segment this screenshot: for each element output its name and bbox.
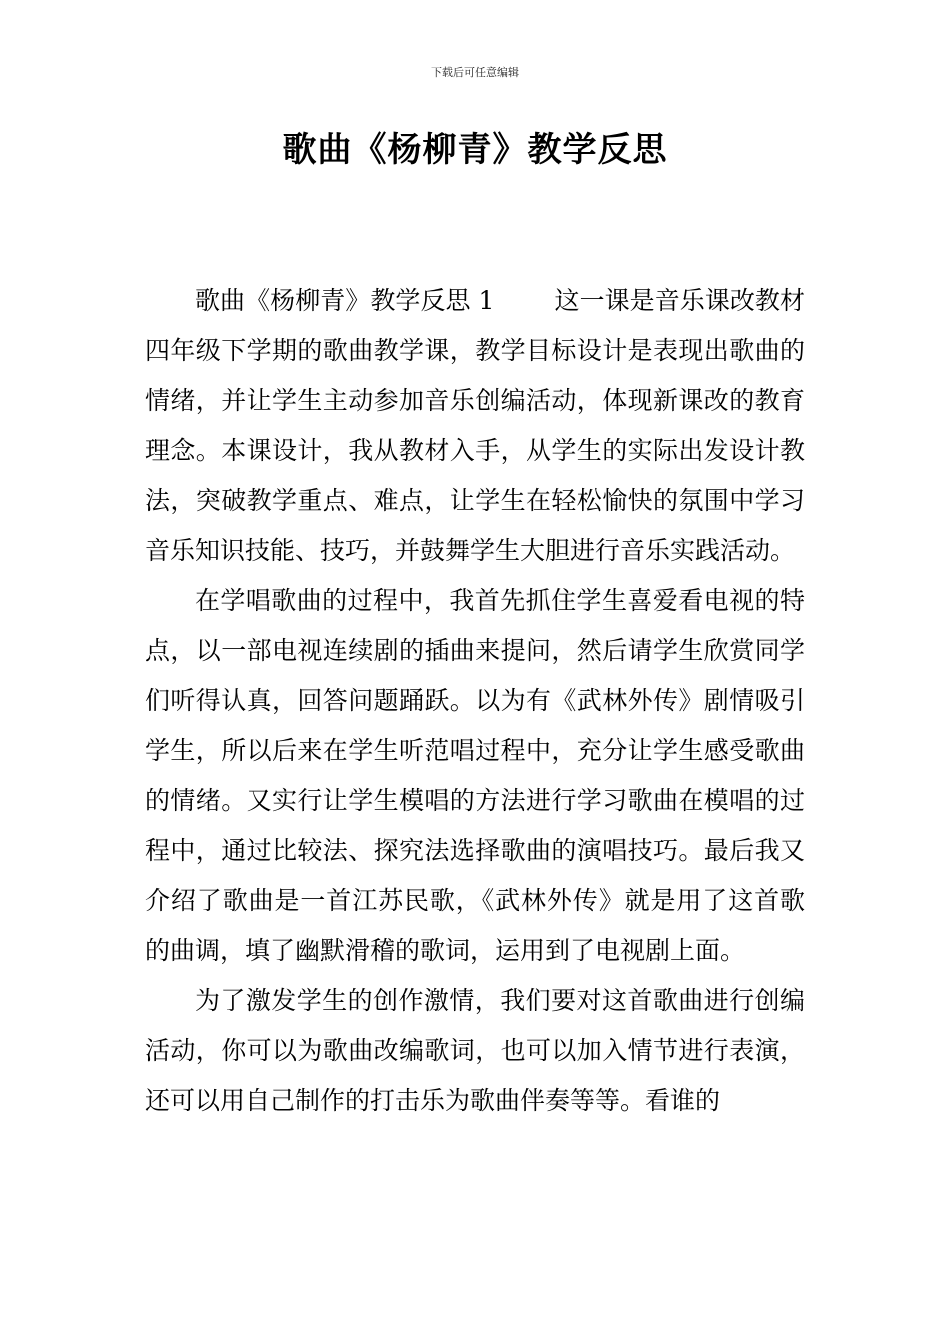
paragraph-3: 为了激发学生的创作激情，我们要对这首歌曲进行创编活动，你可以为歌曲改编歌词，也可以加入情节进行表演，还可以用自己制作的打击乐为歌曲伴奏等等。看谁的 — [145, 986, 805, 1115]
paragraph-1 — [145, 276, 805, 576]
document-body — [145, 276, 805, 1126]
header-note: 下载后可任意编辑 — [431, 66, 519, 79]
paragraph-1-heading: 歌曲《杨柳青》教学反思 1 — [195, 286, 495, 315]
paragraph-1-text: 这一课是音乐课改教材四年级下学期的歌曲教学课，教学目标设计是表现出歌曲的情绪，并让学生主动参加音乐创编活动，体现新课改的教育理念。本课设计，我从教材入手，从学生的实际出发设计教法，突破教学重点、难点，让学生在轻松愉快的氛围中学习音乐知识技能、技巧，并鼓舞学生大胆进行音乐实践活动。 — [145, 286, 805, 565]
paragraph-2: 在学唱歌曲的过程中，我首先抓住学生喜爱看电视的特点，以一部电视连续剧的插曲来提问，然后请学生欣赏同学们听得认真，回答问题踊跃。以为有《武林外传》剧情吸引学生，所以后来在学生听范唱过程中，充分让学生感受歌曲的情绪。又实行让学生模唱的方法进行学习歌曲在模唱的过程中，通过比较法、探究法选择歌曲的演唱技巧。最后我又介绍了歌曲是一首江苏民歌，《武林外传》就是用了这首歌的曲调，填了幽默滑稽的歌词，运用到了电视剧上面。 — [145, 586, 805, 965]
document-title: 歌曲《杨柳青》教学反思 — [282, 130, 668, 170]
